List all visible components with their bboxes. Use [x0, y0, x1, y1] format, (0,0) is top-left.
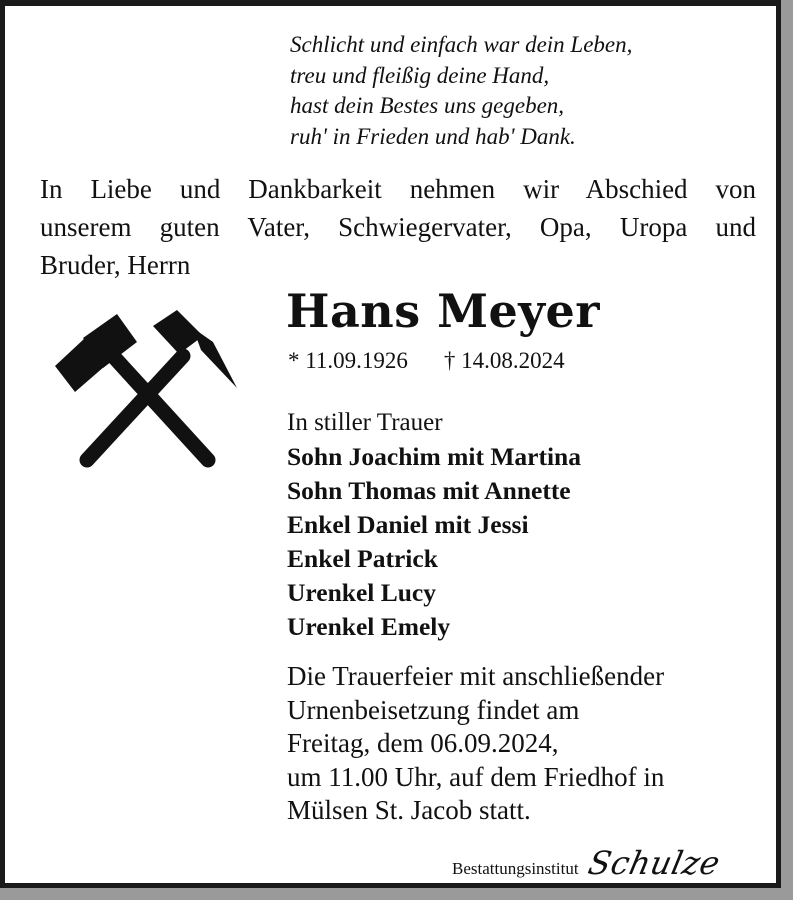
poem — [290, 30, 632, 152]
poem-line: ruh' in Frieden und hab' Dank. — [290, 123, 576, 149]
funeral-home-credit — [452, 844, 724, 882]
birth-date: * 11.09.1926 — [288, 348, 408, 373]
service-line: um 11.00 Uhr, auf dem Friedhof in — [287, 761, 665, 792]
life-dates — [288, 348, 601, 374]
mourners-heading: In stiller Trauer — [287, 409, 443, 436]
mourner-name: Enkel Daniel mit Jessi — [287, 510, 529, 539]
poem-line: treu und fleißig deine Hand, — [290, 62, 550, 88]
deceased-name: Hans Meyer — [286, 284, 601, 338]
service-info — [287, 660, 664, 828]
service-line: Urnenbeisetzung findet am — [287, 694, 580, 725]
intro-text — [40, 170, 756, 284]
intro-line: Bruder, Herrn — [40, 250, 191, 280]
poem-line: Schlicht und einfach war dein Leben, — [290, 32, 633, 57]
mourner-name: Enkel Patrick — [287, 544, 438, 573]
hammer-and-pick-icon — [55, 308, 240, 473]
mourner-name: Urenkel Lucy — [287, 578, 436, 607]
mourner-name: Urenkel Emely — [287, 612, 451, 641]
mourner-name: Sohn Joachim mit Martina — [287, 442, 581, 471]
funeral-home-signature: Schulze — [584, 844, 724, 882]
mourner-name: Sohn Thomas mit Annette — [287, 476, 571, 505]
service-line: Mülsen St. Jacob statt. — [287, 795, 531, 825]
intro-line: In Liebe und Dankbarkeit nehmen wir Abschied von — [40, 174, 756, 204]
mourners-block — [287, 406, 581, 644]
service-line: Freitag, dem 06.09.2024, — [287, 728, 559, 758]
funeral-home-label: Bestattungsinstitut — [452, 859, 579, 878]
intro-line: unserem guten Vater, Schwiegervater, Opa, Uropa und — [40, 212, 756, 242]
poem-line: hast dein Bestes uns gegeben, — [290, 93, 565, 118]
service-line: Die Trauerfeier mit anschließender — [287, 661, 665, 691]
death-date: † 14.08.2024 — [443, 348, 565, 373]
